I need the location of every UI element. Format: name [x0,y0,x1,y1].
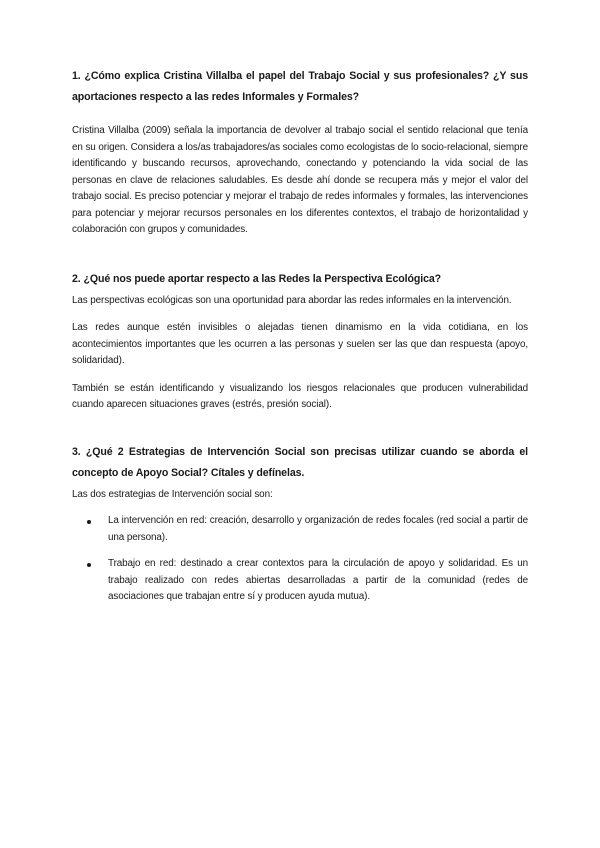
question-1-heading: 1. ¿Cómo explica Cristina Villalba el papel del Trabajo Social y sus profesionales? ¿Y sus aportaciones respecto a las redes Informales y Formales? [72,70,528,103]
question-1-answer: Cristina Villalba (2009) señala la importancia de devolver al trabajo social el sentido relacional que tenía en su origen. Considera a los/as trabajadores/as sociales como ecologistas de lo socio-relacional, siempre identificando y buscando recursos, aprovechando, conectando y potenciando la vida social de las personas en clave de relaciones saludables. Es desde ahí donde se recupera más y mejor el valor del trabajo social. Es preciso potenciar y mejorar el trabajo de redes informales y formales, las intervenciones para potenciar y mejorar recursos personales en los diferentes contextos, el trabajo de horizontalidad y colaboración con grupos y comunidades. [72,125,528,235]
list-item [72,513,528,546]
question-2-heading: 2. ¿Qué nos puede aportar respecto a las Redes la Perspectiva Ecológica? [72,272,442,285]
document-page [72,0,528,606]
question-2-answer-1: Las perspectivas ecológicas son una oportunidad para abordar las redes informales en la intervención. [72,294,512,306]
question-2-answer-3: También se están identificando y visualizando los riesgos relacionales que producen vulnerabilidad cuando aparecen situaciones graves (estrés, presión social). [72,382,528,410]
list-item [72,556,528,606]
question-3-heading: 3. ¿Qué 2 Estrategias de Intervención Social son precisas utilizar cuando se aborda el concepto de Apoyo Social? Cítales y defínelas. [72,445,528,479]
bullet-icon [87,520,91,524]
question-3-intro: Las dos estrategias de Intervención social son: [72,488,273,500]
list-item-text: La intervención en red: creación, desarrollo y organización de redes focales (red social a partir de una persona). [108,515,528,543]
list-item-text: Trabajo en red: destinado a crear contextos para la circulación de apoyo y solidaridad. Es un trabajo realizado con redes abiertas desarrolladas a partir de la comunidad (redes de asociaciones que trabajan entre sí y producen ayuda mutua). [108,558,528,602]
bullet-icon [87,563,91,567]
strategies-list [72,513,528,606]
question-2-answer-2: Las redes aunque estén invisibles o alejadas tienen dinamismo en la vida cotidiana, en los acontecimientos importantes que les ocurren a las personas y suelen ser las que dan respuesta (apoyo, solidaridad). [72,322,528,366]
